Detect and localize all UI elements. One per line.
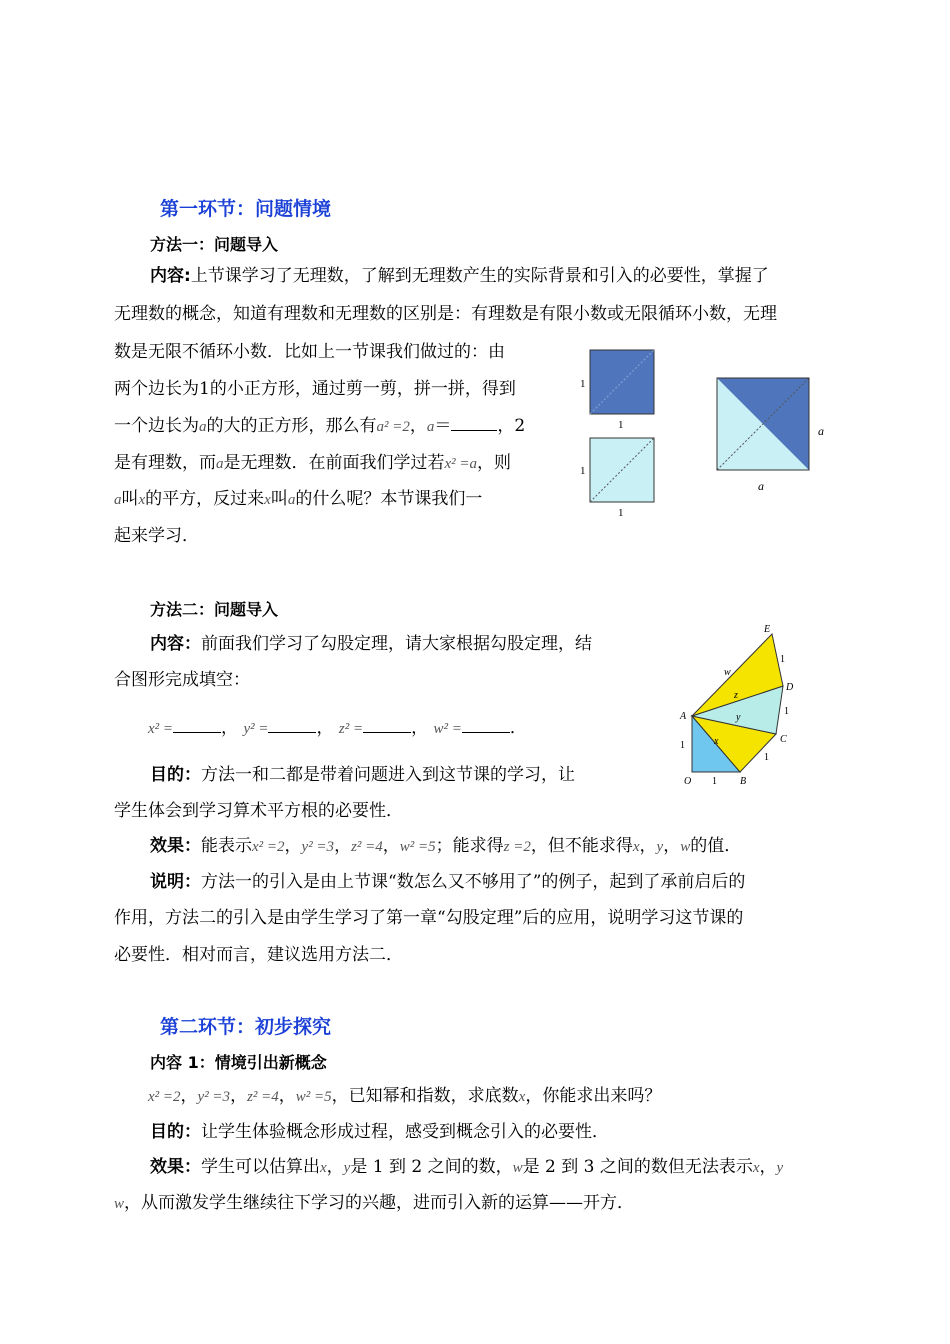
text: ；能求得 xyxy=(435,836,504,856)
text: 学生可以估算出 xyxy=(201,1157,320,1177)
text: 一个边长为 xyxy=(114,416,199,436)
equation: x² =2 xyxy=(252,839,285,855)
text: ，从而激发学生继续往下学习的兴趣，进而引入新的运算——开方． xyxy=(124,1193,635,1213)
fill-blank xyxy=(363,718,411,733)
label-1: 1 xyxy=(712,776,717,787)
var-w: w xyxy=(114,1196,125,1212)
label-a: a xyxy=(758,479,764,493)
paragraph-line xyxy=(114,487,482,512)
text: 的大的正方形，那么有 xyxy=(206,416,377,436)
paragraph-line: 数是无限不循环小数．比如上一节课我们做过的：由 xyxy=(114,342,505,362)
effect-label: 效果： xyxy=(150,836,201,856)
paragraph-line: 必要性．相对而言，建议选用方法二． xyxy=(114,945,403,965)
squares-figure xyxy=(570,340,850,530)
equation: y² = xyxy=(243,721,269,737)
purpose-label: 目的： xyxy=(150,765,201,785)
paragraph-line xyxy=(150,1155,783,1180)
var-x: x xyxy=(518,1089,526,1105)
fill-blank xyxy=(268,718,316,733)
paragraph-line xyxy=(114,451,511,476)
label-A: A xyxy=(680,711,687,722)
equation: y² =3 xyxy=(301,839,335,855)
text: 方法一的引入是由上节课“数怎么又不够用了”的例子，起到了承前启后的 xyxy=(201,872,746,892)
method2-heading: 方法二：问题导入 xyxy=(150,600,279,619)
text: ，2 xyxy=(497,416,526,436)
equation: a² =2 xyxy=(376,419,410,435)
text: 的值． xyxy=(690,836,742,856)
equation: x² =2 xyxy=(148,1089,181,1105)
var-x: x xyxy=(752,1160,760,1176)
var-x: x xyxy=(264,492,271,508)
label-1: 1 xyxy=(618,419,624,431)
content1-heading: 内容 1：情境引出新概念 xyxy=(150,1053,327,1072)
text: 前面我们学习了勾股定理，请大家根据勾股定理，结 xyxy=(201,634,592,654)
section1-title: 第一环节：问题情境 xyxy=(160,198,332,220)
equation: w² =5 xyxy=(399,839,436,855)
text: 叫 xyxy=(270,489,288,509)
equation: w² =5 xyxy=(295,1089,332,1105)
paragraph-line: 一个边长为a的大的正方形，那么有a² =2，a＝ ，2 xyxy=(114,416,526,436)
label-O: O xyxy=(684,776,692,787)
paragraph-line: x² =2，y² =3，z² =4，w² =5，已知幂和指数，求底数x，你能求出来吗？ xyxy=(148,1086,662,1106)
equation: w² = xyxy=(433,721,462,737)
label-a: a xyxy=(818,424,824,438)
text: 叫 xyxy=(121,489,139,509)
text: 是无理数．在前面我们学过若 xyxy=(223,453,445,473)
effect-label: 效果： xyxy=(150,1157,201,1177)
paragraph-line xyxy=(150,763,575,787)
label-C: C xyxy=(780,734,787,745)
label-1: 1 xyxy=(580,378,586,390)
var-a: a xyxy=(199,419,207,435)
var-a: a xyxy=(287,492,296,508)
label-1: 1 xyxy=(618,507,624,519)
label-D: D xyxy=(786,682,794,693)
var-w: w xyxy=(512,1160,523,1176)
equation: z² =4 xyxy=(351,839,383,855)
paragraph-line xyxy=(150,1120,609,1144)
paragraph-line xyxy=(114,1191,634,1216)
text: 的什么呢？本节课我们一 xyxy=(295,489,483,509)
equation: z =2 xyxy=(503,839,531,855)
text: 的平方，反过来 xyxy=(145,489,265,509)
label-E: E xyxy=(764,624,771,635)
var-w: w xyxy=(680,839,691,855)
label-w: w xyxy=(724,667,731,678)
paragraph-line xyxy=(150,632,592,656)
var-y: y xyxy=(776,1160,784,1176)
text: ，你能求出来吗？ xyxy=(525,1086,662,1106)
section2-title: 第二环节：初步探究 xyxy=(160,1016,332,1038)
text: ， xyxy=(759,1157,777,1177)
var-a: a xyxy=(216,456,224,472)
var-x: x xyxy=(320,1160,327,1176)
text: ，已知幂和指数，求底数 xyxy=(331,1086,519,1106)
text: 是 1 到 2 之间的数， xyxy=(350,1157,513,1177)
text: 让学生体验概念形成过程，感受到概念引入的必要性． xyxy=(201,1122,609,1142)
pythagorean-spiral-figure xyxy=(670,622,830,792)
paragraph-line xyxy=(150,264,769,288)
paragraph-line: 起来学习． xyxy=(114,526,199,546)
paragraph-line: 作用，方法二的引入是由学生学习了第一章“勾股定理”后的应用，说明学习这节课的 xyxy=(114,908,744,928)
note-label: 说明： xyxy=(150,872,201,892)
var-a: a xyxy=(426,419,435,435)
label-B: B xyxy=(740,776,747,787)
text: ， xyxy=(326,1157,344,1177)
label-1: 1 xyxy=(780,654,785,665)
fill-equations: x² = ， y² = ， z² = ， w² = ． xyxy=(148,718,527,738)
equation: x² = xyxy=(148,721,174,737)
equation: y² =3 xyxy=(197,1089,231,1105)
text: 方法一和二都是带着问题进入到这节课的学习，让 xyxy=(201,765,575,785)
equation: x² =a xyxy=(444,456,478,472)
paragraph-line: 合图形完成填空： xyxy=(114,670,250,690)
text: ，但不能求得 xyxy=(530,836,633,856)
label-y: y xyxy=(736,712,741,723)
text: 上节课学习了无理数，了解到无理数产生的实际背景和引入的必要性，掌握了 xyxy=(190,266,769,286)
text: 能表示 xyxy=(201,836,252,856)
label-1: 1 xyxy=(680,740,685,751)
label-x: x xyxy=(714,736,719,747)
paragraph-line: 学生体会到学习算术平方根的必要性． xyxy=(114,801,403,821)
text: 是 2 到 3 之间的数但无法表示 xyxy=(522,1157,753,1177)
content-label: 内容: xyxy=(150,266,191,286)
text: 是有理数，而 xyxy=(114,453,216,473)
label-1: 1 xyxy=(784,706,789,717)
text: ，则 xyxy=(477,453,512,473)
var-x: x xyxy=(632,839,640,855)
equation: z² =4 xyxy=(247,1089,279,1105)
fill-blank xyxy=(462,718,510,733)
label-1: 1 xyxy=(580,465,586,477)
var-a: a xyxy=(114,492,122,508)
paragraph-line: 效果：能表示x² =2，y² =3，z² =4，w² =5；能求得z =2，但不能求得x，y，w的值． xyxy=(150,836,742,856)
method1-heading: 方法一：问题导入 xyxy=(150,235,279,254)
fill-blank xyxy=(173,718,221,733)
text: ＝ xyxy=(434,416,452,436)
equation: z² = xyxy=(338,721,364,737)
paragraph-line xyxy=(150,870,745,894)
purpose-label: 目的： xyxy=(150,1122,201,1142)
var-y: y xyxy=(343,1160,351,1176)
paragraph-line: 两个边长为1的小正方形，通过剪一剪，拼一拼，得到 xyxy=(114,379,516,399)
var-y: y xyxy=(656,839,664,855)
paragraph-line: 无理数的概念，知道有理数和无理数的区别是：有理数是有限小数或无限循环小数，无理 xyxy=(114,304,777,324)
content-label: 内容： xyxy=(150,634,201,654)
label-z: z xyxy=(734,690,738,701)
label-1: 1 xyxy=(764,752,769,763)
var-x: x xyxy=(138,492,146,508)
fill-blank xyxy=(451,416,497,431)
